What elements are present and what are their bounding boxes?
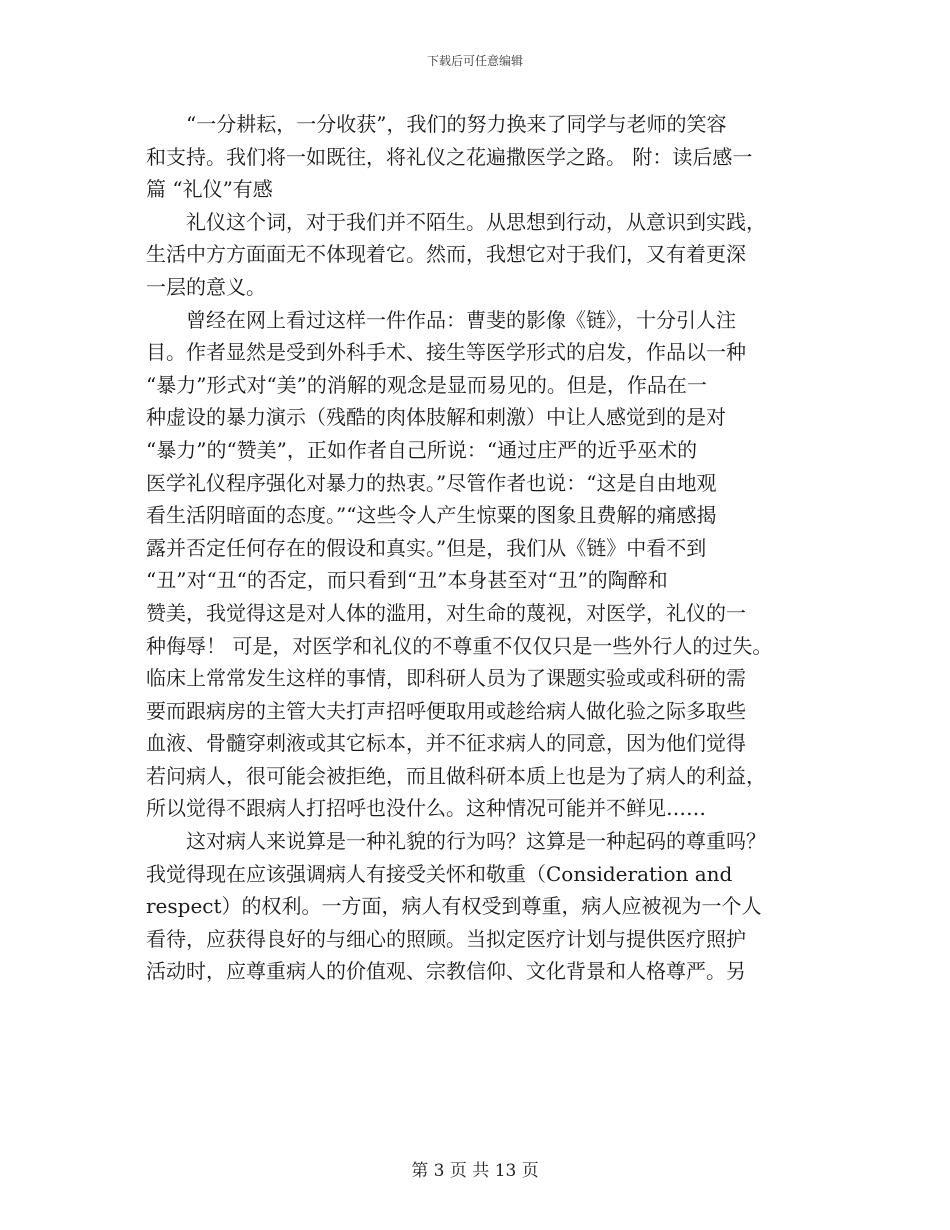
text-line: 看待，应获得良好的与细心的照顾。当拟定医疗计划与提供医疗照护 (146, 926, 746, 951)
text-line: 我觉得现在应该强调病人有接受关怀和敬重（Consideration and (146, 861, 733, 886)
text-line: 种虚设的暴力演示（残酷的肉体肢解和刺激）中让人感觉到的是对 (146, 405, 726, 430)
text-line: 活动时，应尊重病人的价值观、宗教信仰、文化背景和人格尊严。另 (146, 959, 746, 984)
text-line: 和支持。我们将一如既往，将礼仪之花遍撒医学之路。 附：读后感一 (146, 144, 753, 169)
text-line: 露并否定任何存在的假设和真实。”但是，我们从《链》中看不到 (146, 535, 707, 560)
document-body (146, 108, 806, 988)
text-line: 所以觉得不跟病人打招呼也没什么。这种情况可能并不鲜见…… (146, 796, 706, 821)
text-line: 赞美，我觉得这是对人体的滥用，对生命的蔑视，对医学，礼仪的一 (146, 600, 746, 625)
text-line: 要而跟病房的主管大夫打声招呼便取用或趁给病人做化验之际多取些 (146, 698, 746, 723)
text-line: 血液、骨髓穿刺液或其它标本，并不征求病人的同意，因为他们觉得 (146, 731, 746, 756)
text-line: 这对病人来说算是一种礼貌的行为吗？这算是一种起码的尊重吗？ (186, 829, 766, 854)
text-line: 目。作者显然是受到外科手术、接生等医学形式的启发，作品以一种 (146, 340, 746, 365)
text-line: 医学礼仪程序强化对暴力的热衷。”尽管作者也说：“这是自由地观 (146, 470, 717, 495)
text-line: 礼仪这个词，对于我们并不陌生。从思想到行动，从意识到实践， (186, 209, 766, 234)
text-line: 临床上常常发生这样的事情，即科研人员为了课题实验或或科研的需 (146, 666, 746, 691)
text-line: 若问病人，很可能会被拒绝，而且做科研本质上也是为了病人的利益， (146, 763, 766, 788)
text-line: 一层的意义。 (146, 274, 266, 299)
text-line: 种侮辱！ 可是，对医学和礼仪的不尊重不仅仅只是一些外行人的过失。 (146, 633, 773, 658)
text-line: 篇 “礼仪”有感 (146, 177, 273, 202)
page-footer: 第 3 页 共 13 页 (411, 1161, 539, 1181)
text-line: “一分耕耘，一分收获”，我们的努力换来了同学与老师的笑容 (186, 112, 727, 136)
text-line: “丑”对“丑“的否定，而只看到“丑”本身甚至对“丑”的陶醉和 (146, 568, 668, 593)
text-line: respect）的权利。一方面，病人有权受到尊重，病人应被视为一个人 (146, 894, 762, 919)
text-line: “暴力”的“赞美”，正如作者自己所说：“通过庄严的近乎巫术的 (146, 437, 698, 462)
page-header: 下载后可任意编辑 (426, 54, 523, 68)
text-line: 看生活阴暗面的态度。”“这些令人产生惊粟的图象且费解的痛感揭 (146, 503, 717, 528)
text-line: 生活中方方面面无不体现着它。然而，我想它对于我们，又有着更深 (146, 242, 746, 267)
text-line: 曾经在网上看过这样一件作品：曹斐的影像《链》，十分引人注 (186, 307, 736, 332)
text-line: “暴力”形式对“美”的消解的观念是显而易见的。但是，作品在一 (146, 372, 707, 397)
